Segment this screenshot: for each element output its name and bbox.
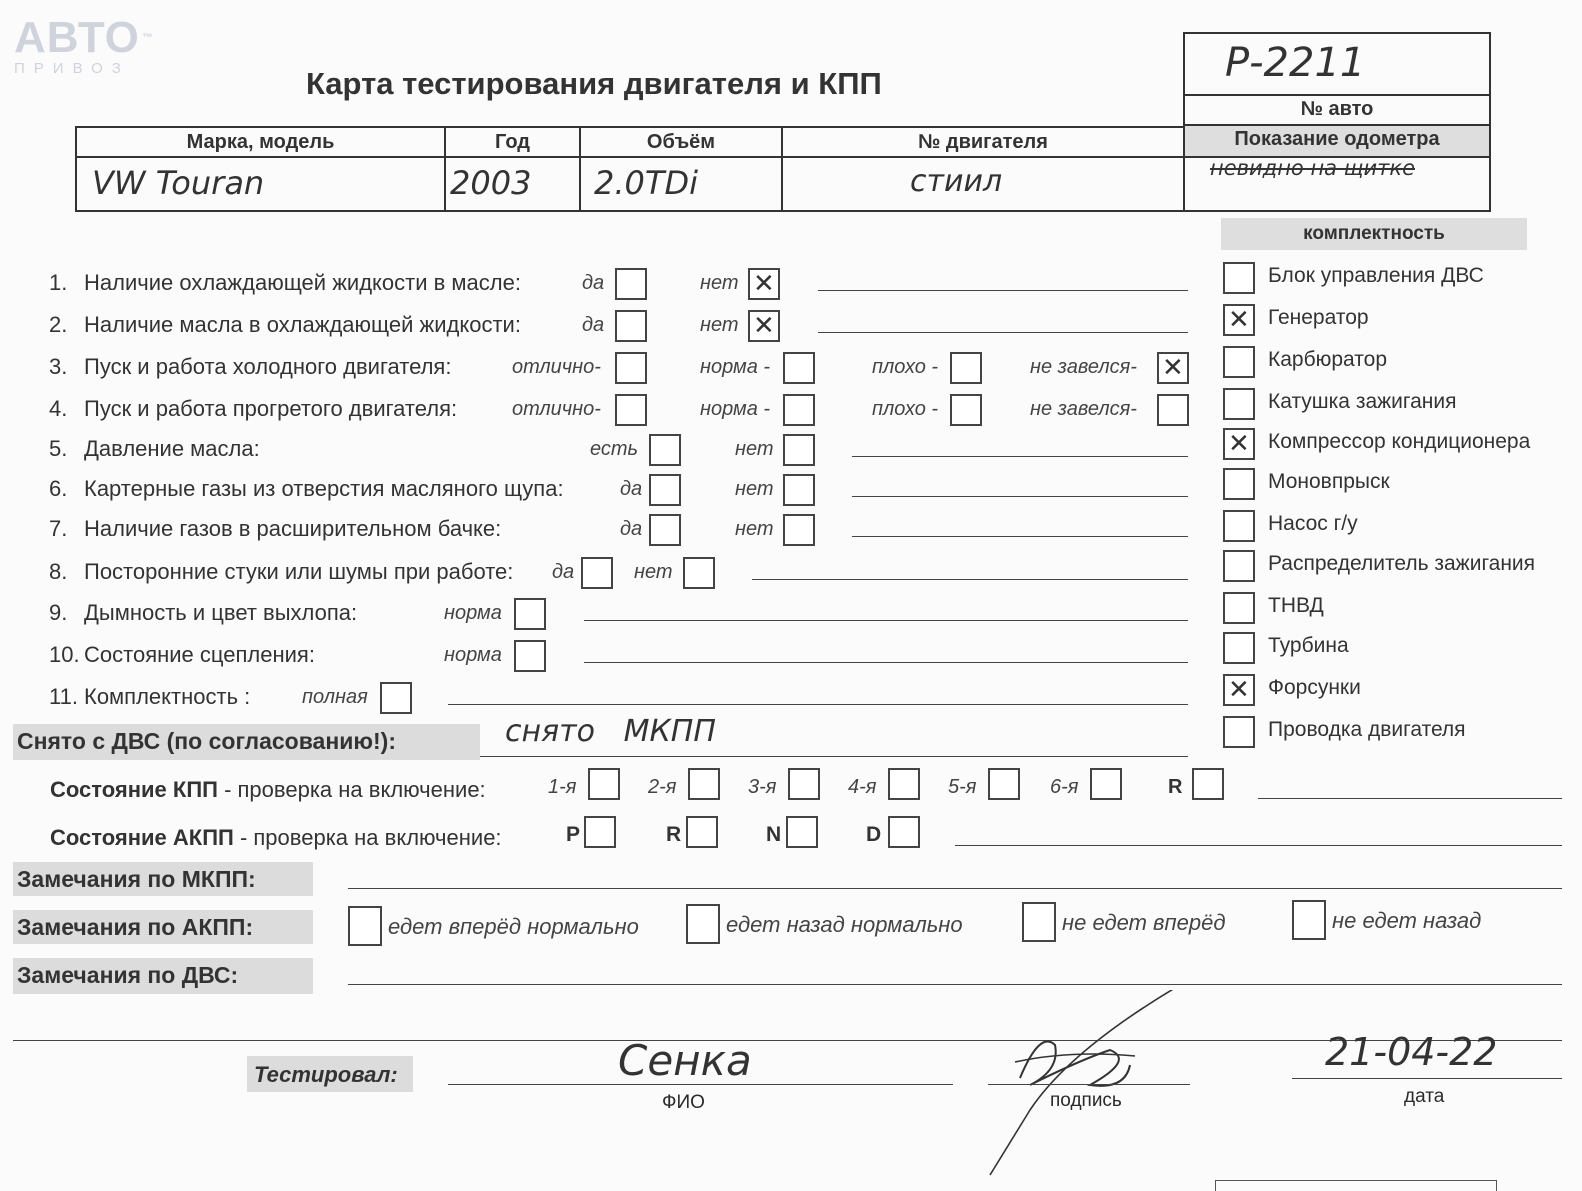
- kit-item-label: Распределитель зажигания: [1268, 552, 1536, 575]
- item-option-label: да: [620, 518, 643, 540]
- item-comment-line: [752, 579, 1188, 580]
- kpp-label-rest: - проверка на включение:: [217, 777, 486, 802]
- item-number: 9.: [49, 600, 68, 625]
- item-option-checkbox[interactable]: [581, 557, 613, 589]
- item-option-checkbox[interactable]: [649, 474, 681, 506]
- auto-number-value: Р-2211: [1225, 40, 1366, 86]
- item-number: 8.: [49, 559, 68, 584]
- kit-checkbox[interactable]: [1223, 550, 1255, 582]
- kpp-label-bold: Состояние КПП: [50, 777, 218, 802]
- item-label: Картерные газы из отверстия масляного щупа:: [84, 476, 564, 501]
- item-number: 4.: [49, 396, 68, 421]
- kpp-gear-label: R: [1168, 776, 1183, 798]
- item-option-label: нет: [700, 314, 739, 336]
- item-option-label: нет: [735, 438, 774, 460]
- item-label: Пуск и работа холодного двигателя:: [84, 354, 452, 379]
- item-option-checkbox[interactable]: [1157, 394, 1189, 426]
- akpp-note-checkbox[interactable]: [1022, 902, 1056, 942]
- item-number: 10.: [49, 642, 80, 667]
- item-option-label: норма: [444, 602, 502, 624]
- kpp-gear-checkbox[interactable]: [1090, 768, 1122, 800]
- value-engine-number: стиил: [910, 164, 1003, 199]
- item-option-label: нет: [735, 478, 774, 500]
- notes-akpp-label: Замечания по АКПП:: [17, 914, 254, 940]
- akpp-note-label: едет вперёд нормально: [388, 914, 639, 939]
- item-option-checkbox[interactable]: [615, 352, 647, 384]
- item-option-label: да: [582, 314, 605, 336]
- item-number: 2.: [49, 312, 68, 337]
- item-option-checkbox[interactable]: [783, 434, 815, 466]
- bottom-box-edge: [1215, 1180, 1497, 1191]
- item-option-checkbox[interactable]: [649, 514, 681, 546]
- item-option-checkbox[interactable]: [783, 352, 815, 384]
- kpp-gear-label: 4-я: [848, 776, 877, 798]
- kpp-gear-label: 5-я: [948, 776, 977, 798]
- kpp-gear-checkbox[interactable]: [1192, 768, 1224, 800]
- kit-item-label: Проводка двигателя: [1268, 718, 1466, 741]
- removed-value: снято МКПП: [505, 714, 716, 749]
- item-label: Наличие охлаждающей жидкости в масле:: [84, 270, 521, 295]
- item-comment-line: [448, 704, 1188, 705]
- kit-checkbox[interactable]: [1223, 262, 1255, 294]
- kit-item-label: Моновпрыск: [1268, 470, 1390, 493]
- item-option-checkbox[interactable]: [950, 352, 982, 384]
- item-option-checkbox[interactable]: [683, 557, 715, 589]
- item-option-checkbox[interactable]: [783, 474, 815, 506]
- kit-checkbox[interactable]: [1223, 388, 1255, 420]
- akpp-note-checkbox[interactable]: [1292, 900, 1326, 940]
- item-option-checkbox[interactable]: [1157, 352, 1189, 384]
- kpp-gear-label: 3-я: [748, 776, 777, 798]
- item-option-checkbox[interactable]: [748, 268, 780, 300]
- item-comment-line: [818, 332, 1188, 333]
- akpp-mode-label: D: [866, 823, 882, 846]
- tested-label: Тестировал:: [254, 1062, 398, 1087]
- kit-title: комплектность: [1221, 218, 1527, 250]
- item-option-label: не завелся-: [1030, 356, 1137, 378]
- akpp-mode-checkbox[interactable]: [888, 816, 920, 848]
- kit-checkbox[interactable]: [1223, 428, 1255, 460]
- kit-item-label: ТНВД: [1268, 594, 1324, 617]
- kit-checkbox[interactable]: [1223, 716, 1255, 748]
- header-brand: Марка, модель: [186, 131, 335, 153]
- kit-checkbox[interactable]: [1223, 304, 1255, 336]
- header-engine-number: № двигателя: [918, 131, 1048, 153]
- item-label: Пуск и работа прогретого двигателя:: [84, 396, 458, 421]
- item-option-label: отлично-: [512, 356, 601, 378]
- item-option-label: не завелся-: [1030, 398, 1137, 420]
- akpp-label: [50, 825, 502, 851]
- item-label: Наличие газов в расширительном бачке:: [84, 516, 502, 541]
- item-option-checkbox[interactable]: [615, 268, 647, 300]
- item-number: 6.: [49, 476, 68, 501]
- akpp-note-label: не едет вперёд: [1062, 910, 1226, 935]
- kpp-gear-label: 2-я: [648, 776, 677, 798]
- item-comment-line: [584, 620, 1188, 621]
- kit-checkbox[interactable]: [1223, 510, 1255, 542]
- item-option-label: норма -: [700, 356, 771, 378]
- akpp-note-checkbox[interactable]: [348, 906, 382, 946]
- item-option-label: норма: [444, 644, 502, 666]
- akpp-label-rest: - проверка на включение:: [233, 825, 502, 850]
- item-option-checkbox[interactable]: [783, 514, 815, 546]
- kit-item-label: Генератор: [1268, 306, 1369, 329]
- value-volume: 2.0TDi: [594, 164, 698, 202]
- item-option-checkbox[interactable]: [514, 598, 546, 630]
- item-option-label: полная: [302, 686, 368, 708]
- item-number: 7.: [49, 516, 68, 541]
- item-label: Наличие масла в охлаждающей жидкости:: [84, 312, 521, 337]
- value-odometer: невидно на щитке: [1210, 156, 1415, 180]
- item-label: Посторонние стуки или шумы при работе:: [84, 559, 514, 584]
- item-option-label: плохо -: [872, 398, 939, 420]
- kpp-gear-label: 1-я: [548, 776, 577, 798]
- auto-number-box: [1183, 32, 1491, 126]
- kpp-gear-checkbox[interactable]: [588, 768, 620, 800]
- kpp-gear-checkbox[interactable]: [788, 768, 820, 800]
- item-option-label: отлично-: [512, 398, 601, 420]
- auto-number-label: № авто: [1300, 98, 1374, 120]
- item-option-label: да: [582, 272, 605, 294]
- akpp-mode-label: P: [566, 823, 581, 846]
- item-option-checkbox[interactable]: [615, 394, 647, 426]
- header-volume: Объём: [646, 131, 716, 153]
- item-option-checkbox[interactable]: [615, 310, 647, 342]
- kit-checkbox[interactable]: [1223, 468, 1255, 500]
- logo-main: АВТО: [14, 13, 140, 62]
- kit-item-label: Форсунки: [1268, 676, 1361, 699]
- logo-tm: ™: [141, 32, 154, 44]
- item-number: 1.: [49, 270, 68, 295]
- kit-item-label: Карбюратор: [1268, 348, 1388, 371]
- akpp-mode-label: R: [666, 823, 682, 846]
- item-option-checkbox[interactable]: [380, 682, 412, 714]
- item-option-checkbox[interactable]: [950, 394, 982, 426]
- kit-checkbox[interactable]: [1223, 592, 1255, 624]
- akpp-mode-label: N: [766, 823, 782, 846]
- kit-checkbox[interactable]: [1223, 632, 1255, 664]
- kpp-gear-checkbox[interactable]: [988, 768, 1020, 800]
- kit-checkbox[interactable]: [1223, 346, 1255, 378]
- item-label: Давление масла:: [84, 436, 260, 461]
- akpp-note-checkbox[interactable]: [686, 904, 720, 944]
- kit-item-label: Катушка зажигания: [1268, 390, 1457, 413]
- kpp-gear-checkbox[interactable]: [888, 768, 920, 800]
- item-option-checkbox[interactable]: [649, 434, 681, 466]
- notes-dvs-label: Замечания по ДВС:: [17, 962, 239, 988]
- notes-mkpp-label: Замечания по МКПП:: [17, 866, 256, 892]
- item-number: 5.: [49, 436, 68, 461]
- kit-item-label: Насос г/у: [1268, 512, 1358, 535]
- akpp-label-bold: Состояние АКПП: [50, 825, 234, 850]
- item-number: 3.: [49, 354, 68, 379]
- item-option-label: есть: [590, 438, 639, 460]
- item-option-label: нет: [700, 272, 739, 294]
- kpp-gear-checkbox[interactable]: [688, 768, 720, 800]
- item-comment-line: [852, 456, 1188, 457]
- item-option-label: норма -: [700, 398, 771, 420]
- value-brand: VW Touran: [92, 164, 265, 202]
- tested-name: Сенка: [618, 1036, 752, 1085]
- item-comment-line: [852, 496, 1188, 497]
- item-number: 11.: [49, 684, 78, 709]
- item-option-checkbox[interactable]: [514, 640, 546, 672]
- kpp-label: [50, 777, 486, 803]
- item-label: Состояние сцепления:: [84, 642, 315, 667]
- kit-item-label: Компрессор кондиционера: [1268, 430, 1531, 453]
- logo-sub: ПРИВОЗ: [14, 60, 130, 77]
- item-comment-line: [584, 662, 1188, 663]
- kit-item-label: Блок управления ДВС: [1268, 264, 1484, 287]
- item-option-label: да: [552, 561, 575, 583]
- kit-checkbox[interactable]: [1223, 674, 1255, 706]
- sign-caption: подпись: [1050, 1090, 1122, 1111]
- page-title: Карта тестирования двигателя и КПП: [306, 66, 882, 101]
- item-option-label: плохо -: [872, 356, 939, 378]
- name-caption: ФИО: [662, 1092, 705, 1113]
- value-year: 2003: [450, 164, 532, 202]
- item-option-label: нет: [735, 518, 774, 540]
- logo: [14, 13, 164, 84]
- akpp-note-label: не едет назад: [1332, 908, 1482, 933]
- item-comment-line: [852, 536, 1188, 537]
- item-option-label: да: [620, 478, 643, 500]
- kpp-gear-label: 6-я: [1050, 776, 1079, 798]
- item-label: Комплектность :: [84, 684, 251, 709]
- akpp-mode-checkbox[interactable]: [786, 816, 818, 848]
- item-option-checkbox[interactable]: [783, 394, 815, 426]
- item-option-checkbox[interactable]: [748, 310, 780, 342]
- item-comment-line: [818, 290, 1188, 291]
- header-year: Год: [495, 131, 530, 153]
- signature: [960, 990, 1200, 1187]
- tested-date: 21-04-22: [1325, 1030, 1498, 1074]
- header-odometer: Показание одометра: [1234, 128, 1440, 150]
- akpp-note-label: едет назад нормально: [726, 912, 963, 937]
- date-caption: дата: [1404, 1086, 1445, 1107]
- item-label: Дымность и цвет выхлопа:: [84, 600, 358, 625]
- item-option-label: нет: [634, 561, 673, 583]
- kit-item-label: Турбина: [1268, 634, 1349, 657]
- akpp-mode-checkbox[interactable]: [584, 816, 616, 848]
- removed-label: Снято с ДВС (по согласованию!):: [17, 728, 396, 754]
- akpp-mode-checkbox[interactable]: [686, 816, 718, 848]
